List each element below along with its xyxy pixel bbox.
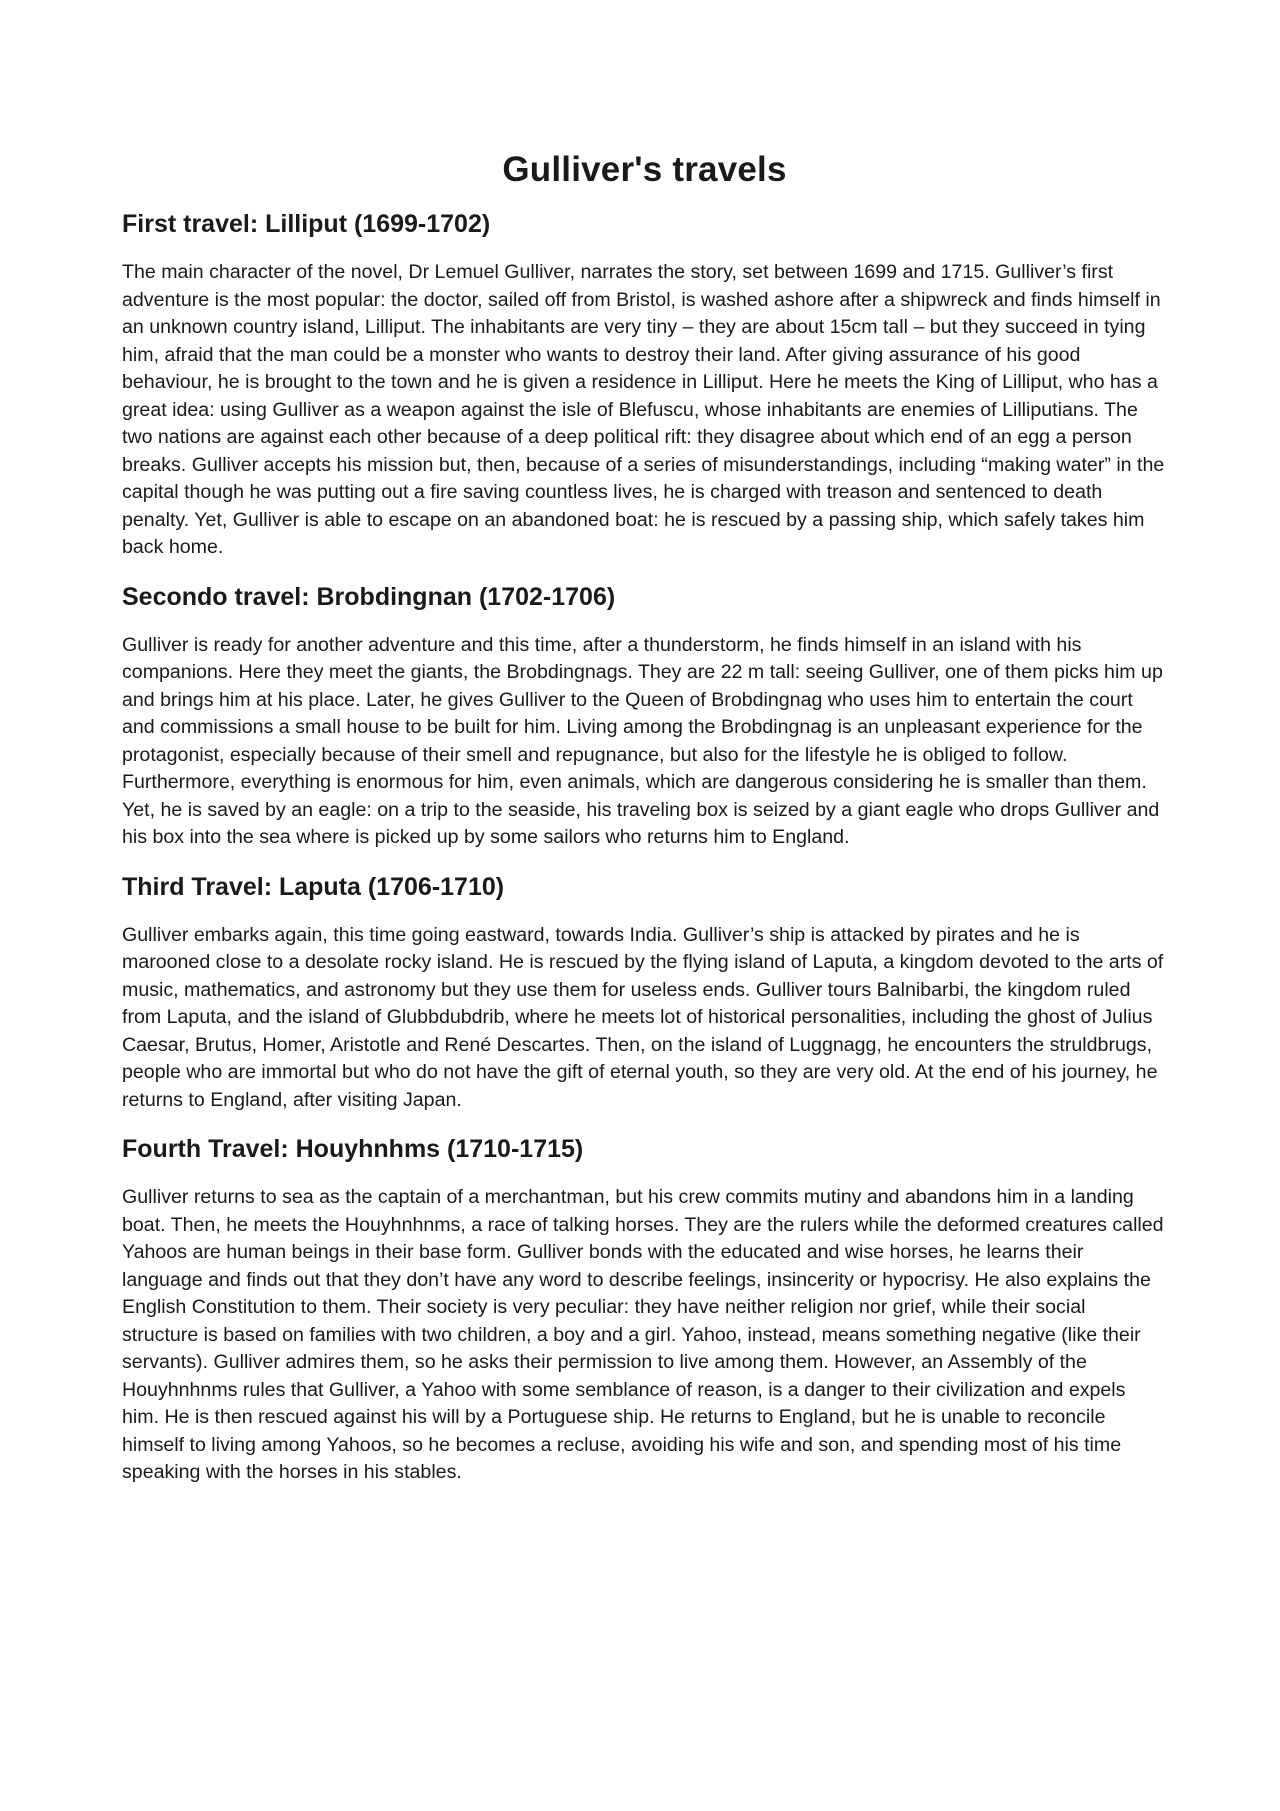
section-paragraph: Gulliver embarks again, this time going eastward, towards India. Gulliver’s ship is attacked by pirates and he is marooned close to a desolate rocky island. He is rescued by the flying island of Laputa, a kingdom devoted to the arts of music, mathematics, and astronomy but they use them for useless ends. Gulliver tours Balnibarbi, the kingdom ruled from Laputa, and the island of Glubbdubdrib, where he meets lot of historical personalities, including the ghost of Julius Caesar, Brutus, Homer, Aristotle and René Descartes. Then, on the island of Luggnagg, he encounters the struldbrugs, people who are immortal but who do not have the gift of eternal youth, so they are very old. At the end of his journey, he returns to England, after visiting Japan. [122, 923, 1164, 1111]
section-heading: Third Travel: Laputa (1706-1710) [122, 872, 505, 901]
section-first-travel [122, 210, 1167, 562]
document-title: Gulliver's travels [502, 150, 787, 189]
section-paragraph: Gulliver returns to sea as the captain of a merchantman, but his crew commits mutiny and abandons him in a landing boat. Then, he meets the Houyhnhnms, a race of talking horses. They are the rulers while the deformed creatures called Yahoos are human beings in their base form. Gulliver bonds with the educated and wise horses, he learns their language and finds out that they don’t have any word to describe feelings, insincerity or hypocrisy. He also explains the English Constitution to them. Their society is very peculiar: they have neither religion nor grief, while their social structure is based on families with two children, a boy and a girl. Yahoo, instead, means something negative (like their servants). Gulliver admires them, so he asks their permission to live among them. However, an Assembly of the Houyhnhnms rules that Gulliver, a Yahoo with some semblance of reason, is a danger to their civilization and expels him. He is then rescued against his will by a Portuguese ship. He returns to England, but he is unable to reconcile himself to living among Yahoos, so he becomes a recluse, avoiding his wife and son, and spending most of his time speaking with the horses in his stables. [122, 1186, 1164, 1483]
section-paragraph: The main character of the novel, Dr Lemuel Gulliver, narrates the story, set between 1699 and 1715. Gulliver’s first adventure is the most popular: the doctor, sailed off from Bristol, is washed ashore after a shipwreck and finds himself in an unknown country island, Lilliput. The inhabitants are very tiny – they are about 15cm tall – but they succeed in tying him, afraid that the man could be a monster who wants to destroy their land. After giving assurance of his good behaviour, he is brought to the town and he is given a residence in Lilliput. Here he meets the King of Lilliput, who has a great idea: using Gulliver as a weapon against the isle of Blefuscu, whose inhabitants are enemies of Lilliputians. The two nations are against each other because of a deep political rift: they disagree about which end of an egg a person breaks. Gulliver accepts his mission but, then, because of a series of misunderstandings, including “making water” in the capital though he was putting out a fire saving countless lives, he is charged with treason and sentenced to death penalty. Yet, Gulliver is able to escape on an abandoned boat: he is rescued by a passing ship, which safely takes him back home. [122, 261, 1165, 558]
section-heading: First travel: Lilliput (1699-1702) [122, 210, 491, 238]
section-second-travel [122, 583, 1167, 852]
document-page [122, 150, 1167, 1508]
section-fourth-travel [122, 1135, 1167, 1487]
section-third-travel [122, 873, 1167, 1115]
section-paragraph: Gulliver is ready for another adventure and this time, after a thunderstorm, he finds himself in an island with his companions. Here they meet the giants, the Brobdingnags. They are 22 m tall: seeing Gulliver, one of them picks him up and brings him at his place. Later, he gives Gulliver to the Queen of Brobdingnag who uses him to entertain the court and commissions a small house to be built for him. Living among the Brobdingnag is an unpleasant experience for the protagonist, especially because of their smell and repugnance, but also for the lifestyle he is obliged to follow. Furthermore, everything is enormous for him, even animals, which are dangerous considering he is smaller than them. Yet, he is saved by an eagle: on a trip to the seaside, his traveling box is seized by a giant eagle who drops Gulliver and his box into the sea where is picked up by some sailors who returns him to England. [122, 633, 1163, 848]
section-heading: Secondo travel: Brobdingnan (1702-1706) [122, 582, 616, 611]
section-heading: Fourth Travel: Houyhnhms (1710-1715) [122, 1135, 584, 1163]
